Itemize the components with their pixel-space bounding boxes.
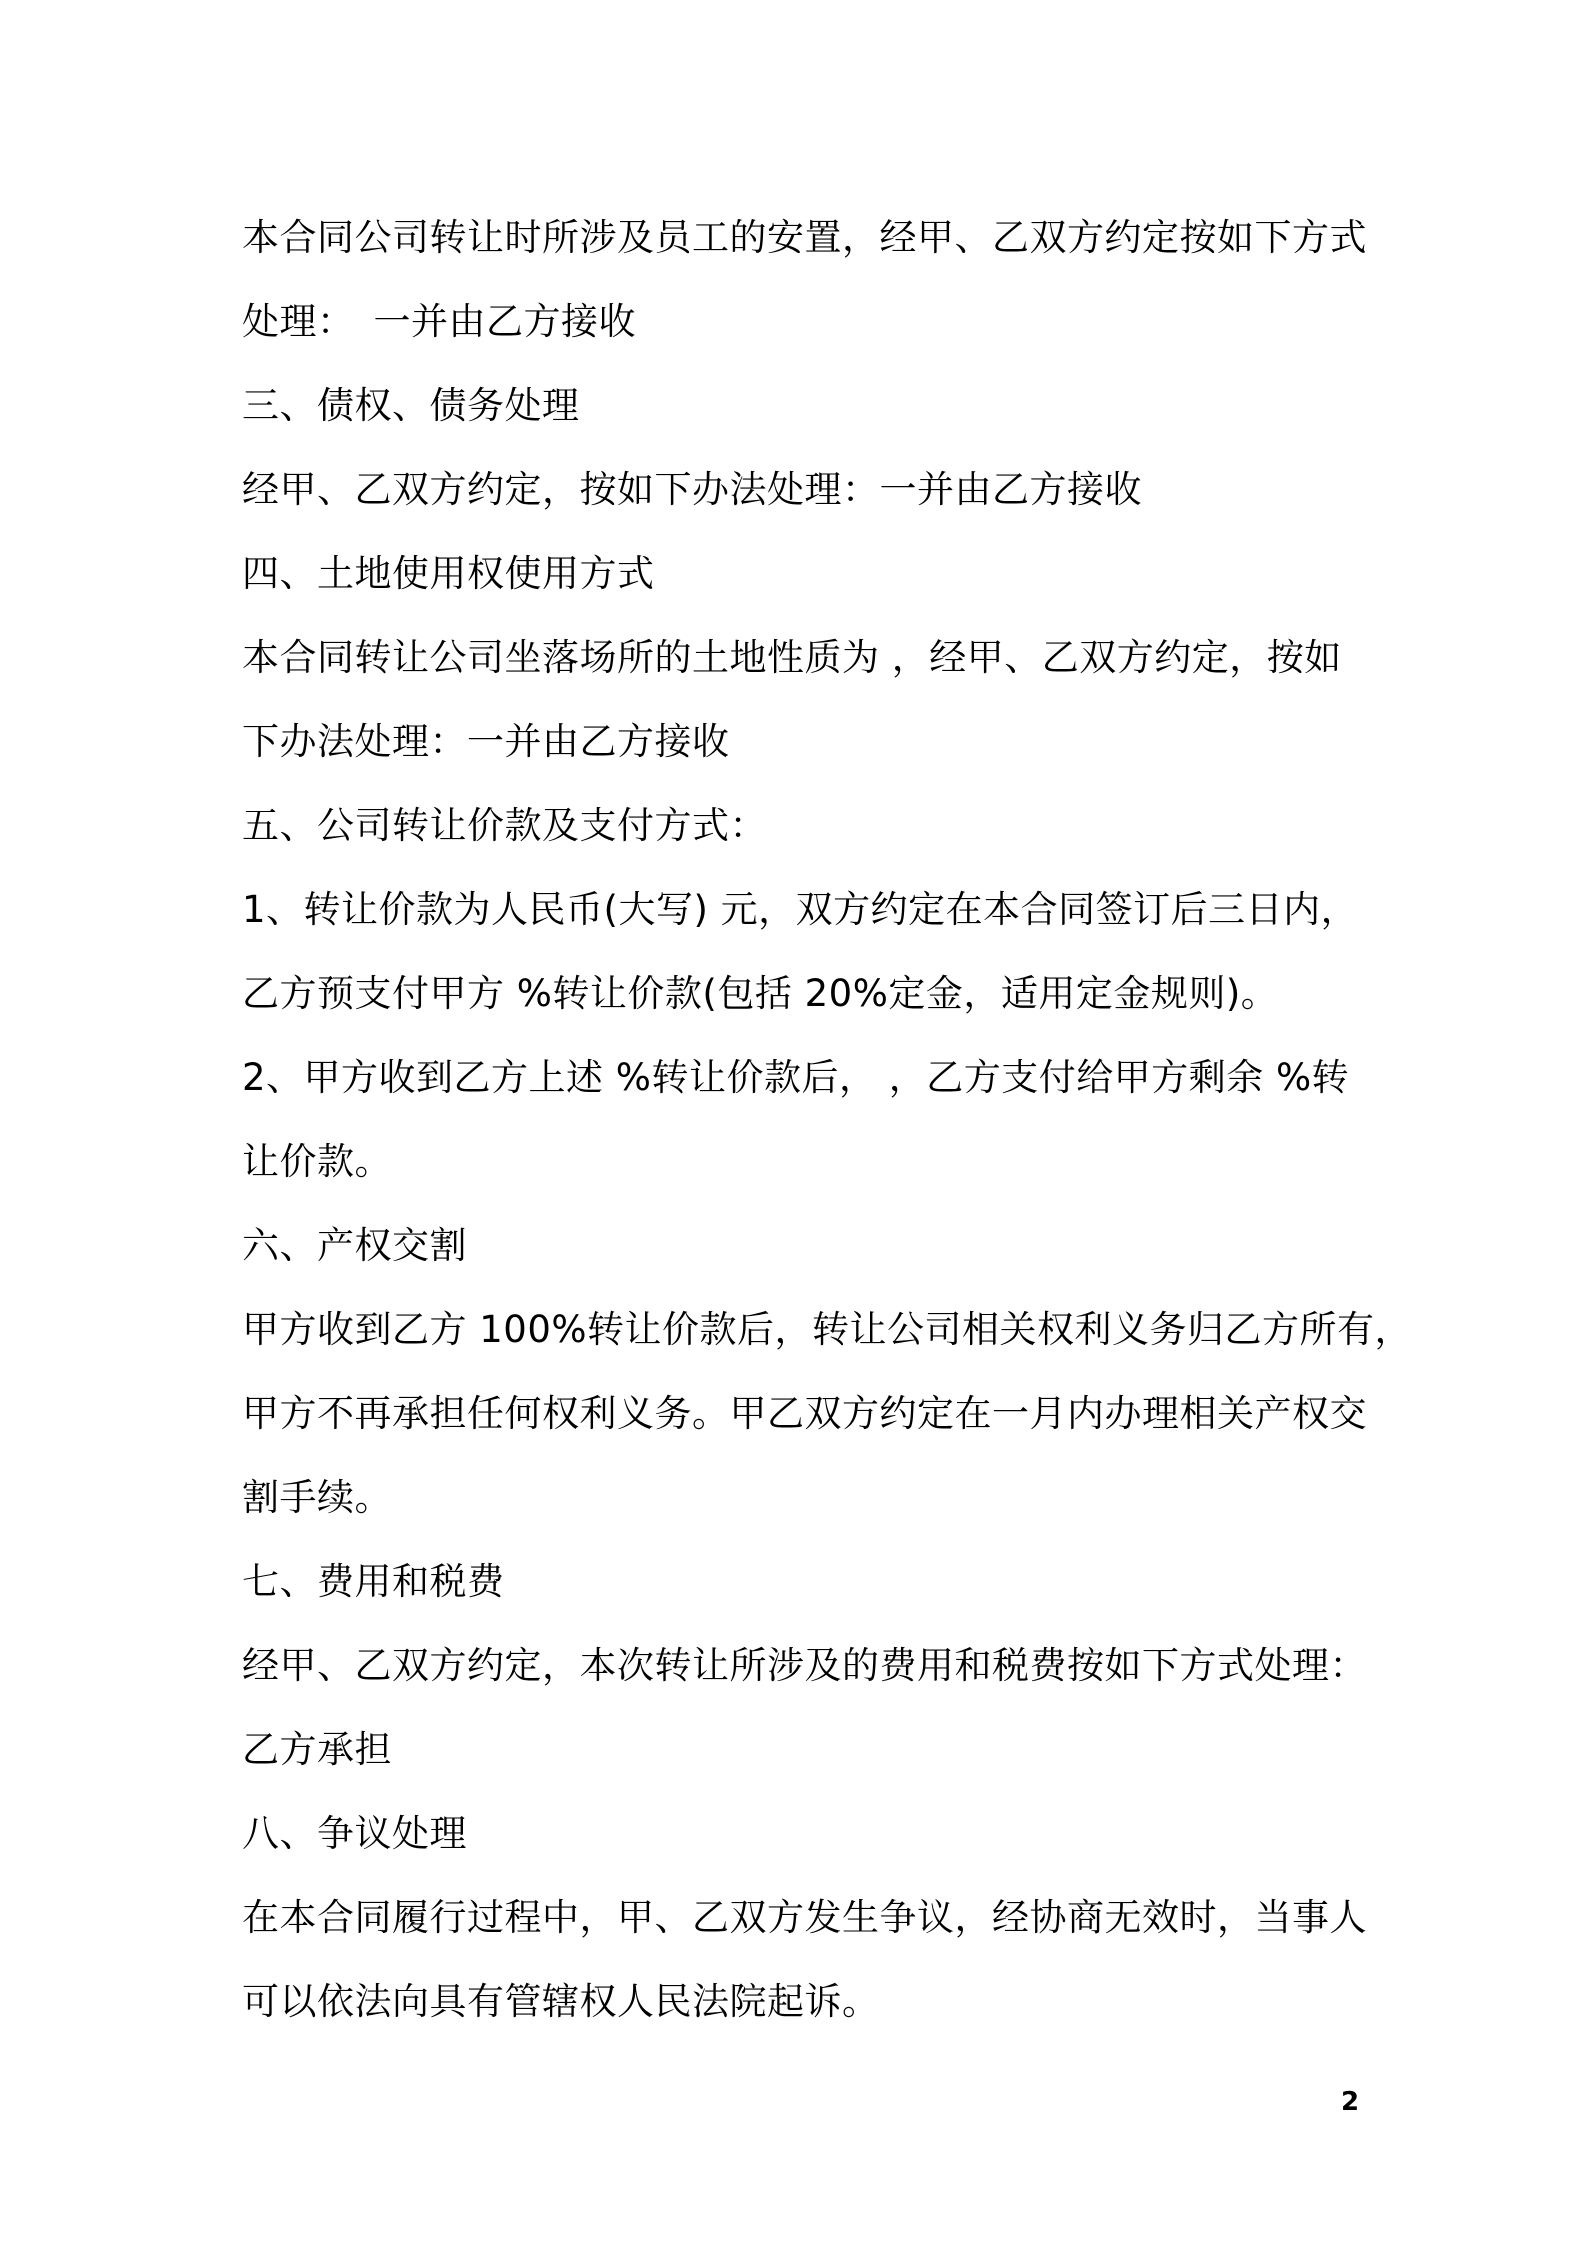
section-heading: 四、土地使用权使用方式	[242, 552, 655, 595]
text-line: 在本合同履行过程中，甲、乙双方发生争议，经协商无效时，当事人	[242, 1896, 1367, 1939]
text-line: 经甲、乙双方约定，按如下办法处理：一并由乙方接收	[242, 468, 1142, 511]
section-heading: 六、产权交割	[242, 1224, 467, 1267]
section-heading: 八、争议处理	[242, 1812, 467, 1855]
section-heading: 三、债权、债务处理	[242, 384, 580, 427]
text-line: 乙方承担	[242, 1728, 392, 1771]
text-line: 甲方不再承担任何权利义务。甲乙双方约定在一月内办理相关产权交	[242, 1392, 1367, 1435]
page-number: 2	[1340, 2087, 1360, 2117]
text-line: 下办法处理：一并由乙方接收	[242, 720, 730, 763]
document-body	[242, 196, 1413, 2044]
text-line: 可以依法向具有管辖权人民法院起诉。	[242, 1980, 880, 2023]
text-line: 让价款。	[242, 1140, 392, 1183]
text-line: 经甲、乙双方约定，本次转让所涉及的费用和税费按如下方式处理：	[242, 1644, 1367, 1687]
text-line: 1、转让价款为人民币(大写) 元，双方约定在本合同签订后三日内，	[242, 888, 1359, 931]
text-line: 甲方收到乙方 100%转让价款后，转让公司相关权利义务归乙方所有，	[242, 1308, 1413, 1351]
text-line: 处理： 一并由乙方接收	[242, 300, 636, 343]
text-line: 本合同转让公司坐落场所的土地性质为 ，经甲、乙双方约定，按如	[242, 636, 1342, 679]
text-line: 割手续。	[242, 1476, 392, 1519]
text-line: 乙方预支付甲方 %转让价款(包括 20%定金，适用定金规则)。	[242, 972, 1279, 1015]
section-heading: 七、费用和税费	[242, 1560, 505, 1603]
text-line: 本合同公司转让时所涉及员工的安置，经甲、乙双方约定按如下方式	[242, 216, 1367, 259]
text-line: 2、甲方收到乙方上述 %转让价款后， ，乙方支付给甲方剩余 %转	[242, 1056, 1350, 1099]
section-heading: 五、公司转让价款及支付方式：	[242, 804, 767, 847]
